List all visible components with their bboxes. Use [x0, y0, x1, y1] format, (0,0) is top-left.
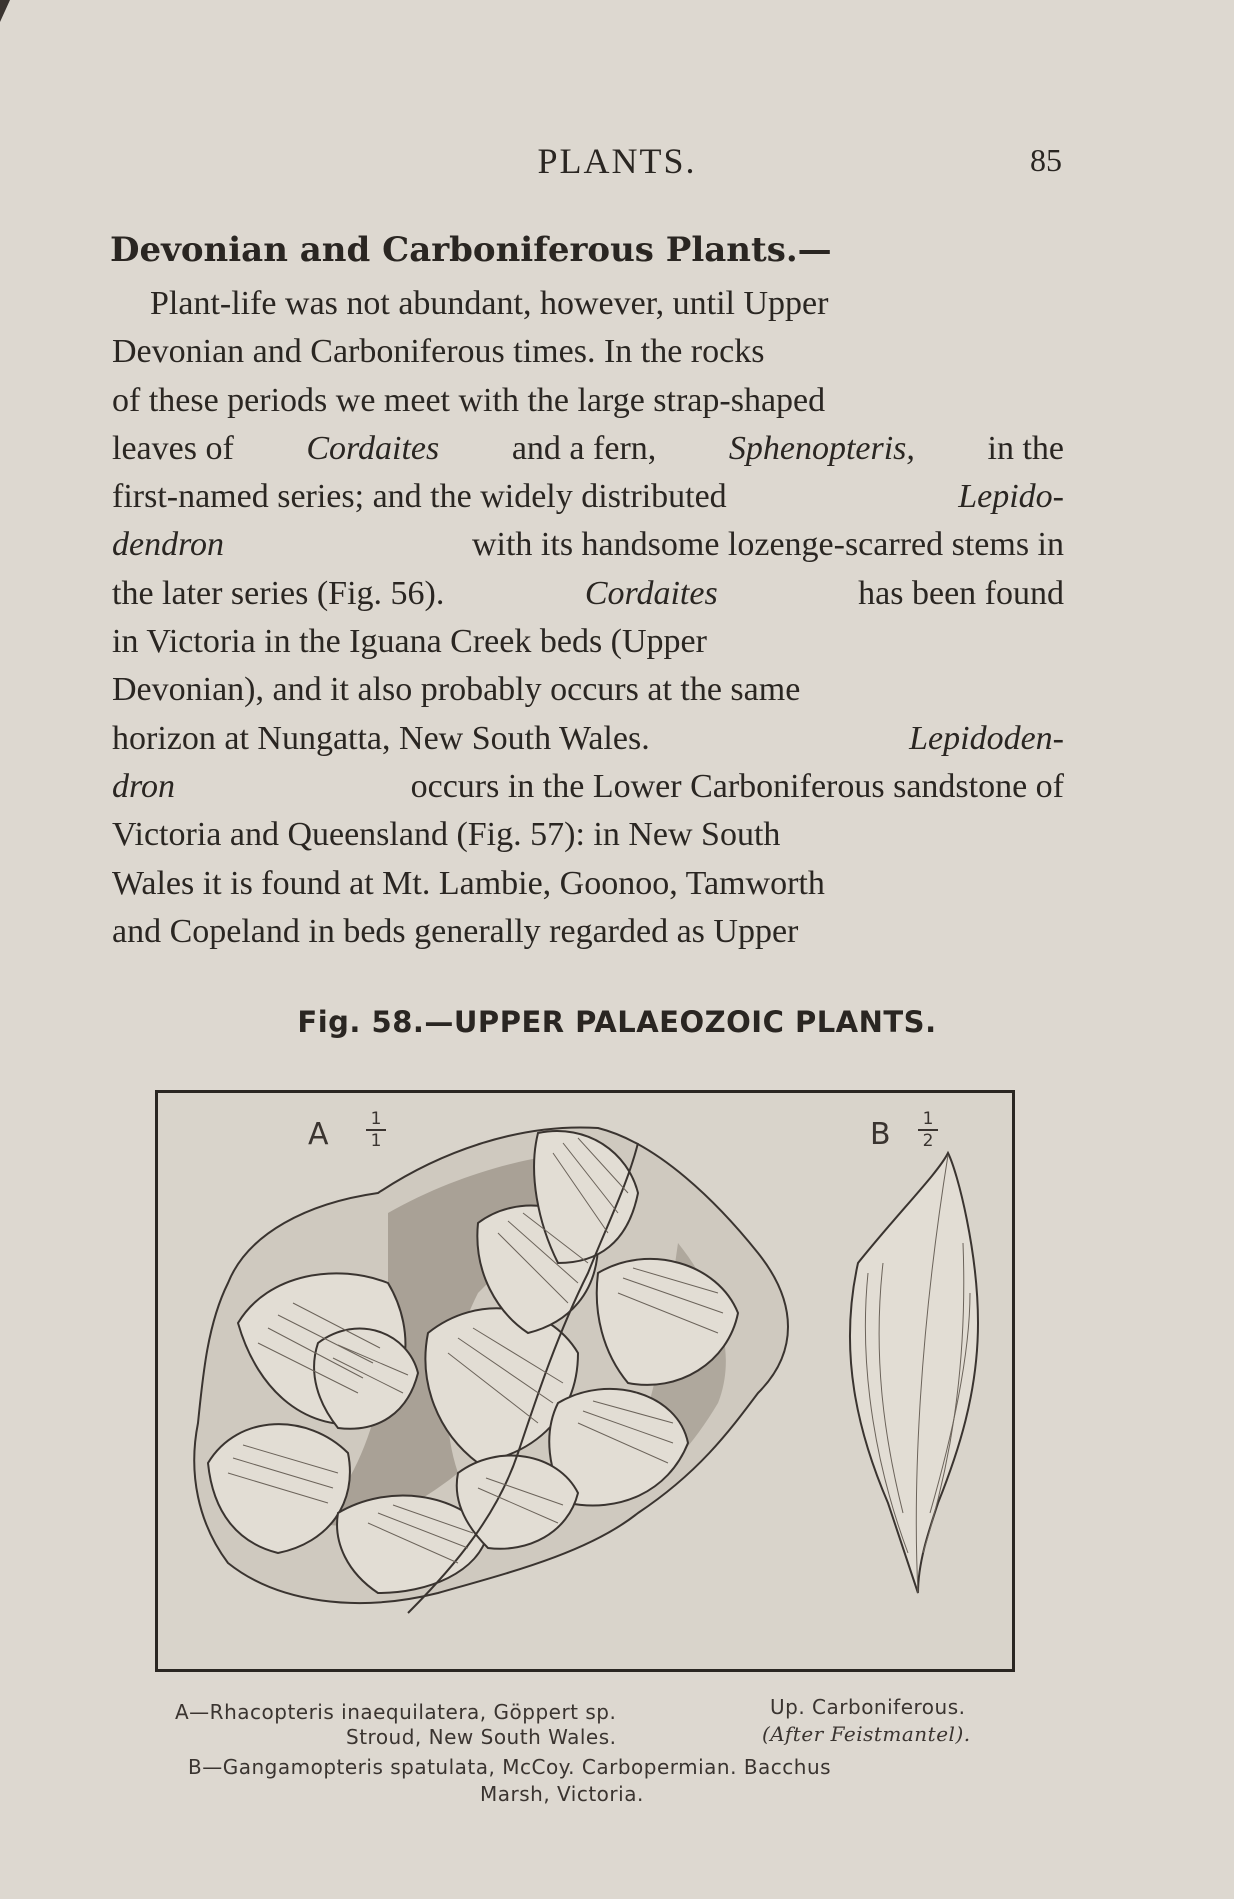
text-line: dron occurs in the Lower Carboniferous sandstone of: [112, 767, 1064, 805]
text-line: Victoria and Queensland (Fig. 57): in New South: [112, 816, 781, 854]
legend-a-line1: A—Rhacopteris inaequilatera, Göppert sp.: [175, 1700, 617, 1724]
figure-illustration: [155, 1090, 1015, 1672]
figure-caption: Fig. 58.—UPPER PALAEOZOIC PLANTS.: [297, 1005, 937, 1039]
legend-a-period: Up. Carboniferous.: [770, 1695, 966, 1719]
text-line: horizon at Nungatta, New South Wales. Lepidoden-: [112, 719, 1064, 757]
text-line: in Victoria in the Iguana Creek beds (Upper: [112, 623, 707, 661]
text-line: of these periods we meet with the large strap-shaped: [112, 381, 826, 419]
page-corner-mark: [0, 0, 10, 22]
page-number: 85: [1030, 142, 1062, 178]
legend-a-line2: Stroud, New South Wales.: [346, 1725, 617, 1749]
text-line: and Copeland in beds generally regarded as Upper: [112, 912, 799, 950]
text-line: Devonian and Carboniferous times. In the rocks: [112, 333, 765, 371]
specimen-b-scale: $\frac{1}{2}$: [918, 1109, 938, 1151]
section-heading: Devonian and Carboniferous Plants.—: [110, 230, 832, 270]
text-line: Wales it is found at Mt. Lambie, Goonoo, Tamworth: [112, 864, 825, 902]
text-line: first-named series; and the widely distributed Lepido-: [112, 478, 1064, 516]
text-line: dendron with its handsome lozenge-scarred stems in: [112, 526, 1064, 564]
text-line: the later series (Fig. 56). Cordaites has been found: [112, 574, 1064, 612]
specimen-a-label: A: [308, 1117, 329, 1152]
text-line: leaves of Cordaites and a fern, Sphenopteris, in the: [112, 429, 1064, 467]
legend-b-line2: Marsh, Victoria.: [480, 1782, 644, 1806]
running-title: PLANTS.: [537, 141, 697, 181]
body-paragraph: [112, 280, 1064, 956]
fossil-drawing: [158, 1093, 1012, 1669]
text-line: Plant-life was not abundant, however, until Upper: [150, 285, 829, 322]
legend-b-line1: B—Gangamopteris spatulata, McCoy. Carbopermian. Bacchus: [188, 1755, 832, 1779]
specimen-a-scale: $\frac{1}{1}$: [366, 1109, 386, 1151]
legend-a-source: (After Feistmantel).: [762, 1722, 971, 1746]
specimen-b-label: B: [870, 1117, 891, 1152]
spatulate-leaf: [850, 1153, 978, 1593]
text-line: Devonian), and it also probably occurs at the same: [112, 671, 801, 709]
